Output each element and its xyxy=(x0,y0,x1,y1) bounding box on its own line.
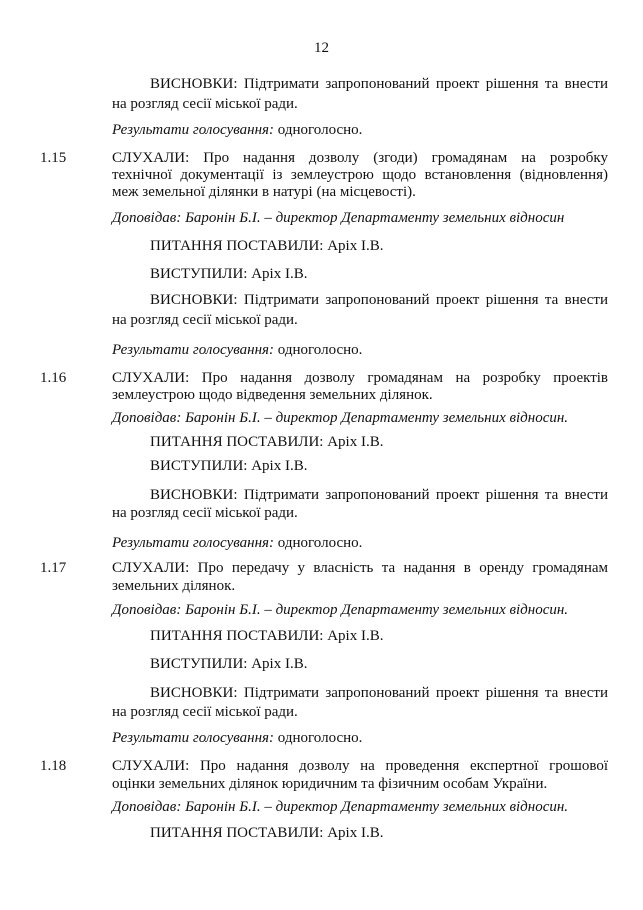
speaker-line: Доповідав: Баронін Б.І. – директор Департаменту земельних відносин. xyxy=(112,410,569,426)
heard-line: СЛУХАЛИ: Про надання дозволу (згоди) громадянам на розробку xyxy=(112,150,608,166)
conclusion-line: на розгляд сесії міської ради. xyxy=(112,312,298,328)
heard-line: СЛУХАЛИ: Про передачу у власність та надання в оренду громадянам xyxy=(112,560,608,576)
voting-results: Результати голосування: одноголосно. xyxy=(112,342,363,358)
conclusion-line: на розгляд сесії міської ради. xyxy=(112,96,298,112)
heard-line: СЛУХАЛИ: Про надання дозволу на проведення експертної грошової xyxy=(112,758,608,774)
item-number: 1.16 xyxy=(40,370,67,386)
spoke-line: ВИСТУПИЛИ: Аріх І.В. xyxy=(150,458,308,474)
conclusion-line: на розгляд сесії міської ради. xyxy=(112,704,298,720)
conclusion-line: ВИСНОВКИ: Підтримати запропонований проект рішення та внести xyxy=(150,487,608,503)
spoke-line: ВИСТУПИЛИ: Аріх І.В. xyxy=(150,656,308,672)
questions-line: ПИТАННЯ ПОСТАВИЛИ: Аріх І.В. xyxy=(150,238,384,254)
speaker-line: Доповідав: Баронін Б.І. – директор Департаменту земельних відносин xyxy=(112,210,565,226)
conclusion-line: ВИСНОВКИ: Підтримати запропонований проект рішення та внести xyxy=(150,685,608,701)
item-number: 1.18 xyxy=(40,758,67,774)
page-number: 12 xyxy=(314,40,329,56)
conclusion-line: на розгляд сесії міської ради. xyxy=(112,505,298,521)
heard-line: меж земельної ділянки в натурі (на місцевості). xyxy=(112,184,416,200)
speaker-line: Доповідав: Баронін Б.І. – директор Департаменту земельних відносин. xyxy=(112,602,569,618)
questions-line: ПИТАННЯ ПОСТАВИЛИ: Аріх І.В. xyxy=(150,434,384,450)
questions-line: ПИТАННЯ ПОСТАВИЛИ: Аріх І.В. xyxy=(150,825,384,841)
spoke-line: ВИСТУПИЛИ: Аріх І.В. xyxy=(150,266,308,282)
item-number: 1.15 xyxy=(40,150,67,166)
conclusion-line: ВИСНОВКИ: Підтримати запропонований проект рішення та внести xyxy=(150,292,608,308)
heard-line: технічної документації із землеустрою щодо встановлення (відновлення) xyxy=(112,167,608,183)
heard-line: СЛУХАЛИ: Про надання дозволу громадянам на розробку проектів xyxy=(112,370,609,386)
item-number: 1.17 xyxy=(40,560,67,576)
speaker-line: Доповідав: Баронін Б.І. – директор Департаменту земельних відносин. xyxy=(112,799,569,815)
voting-results: Результати голосування: одноголосно. xyxy=(112,535,363,551)
conclusion-line: ВИСНОВКИ: Підтримати запропонований проект рішення та внести xyxy=(150,76,608,92)
heard-line: оцінки земельних ділянок юридичним та фізичним особам України. xyxy=(112,776,548,792)
questions-line: ПИТАННЯ ПОСТАВИЛИ: Аріх І.В. xyxy=(150,628,384,644)
heard-line: землеустрою щодо відведення земельних ділянок. xyxy=(112,387,433,403)
voting-results: Результати голосування: одноголосно. xyxy=(112,122,363,138)
heard-line: земельних ділянок. xyxy=(112,578,236,594)
voting-results: Результати голосування: одноголосно. xyxy=(112,730,363,746)
